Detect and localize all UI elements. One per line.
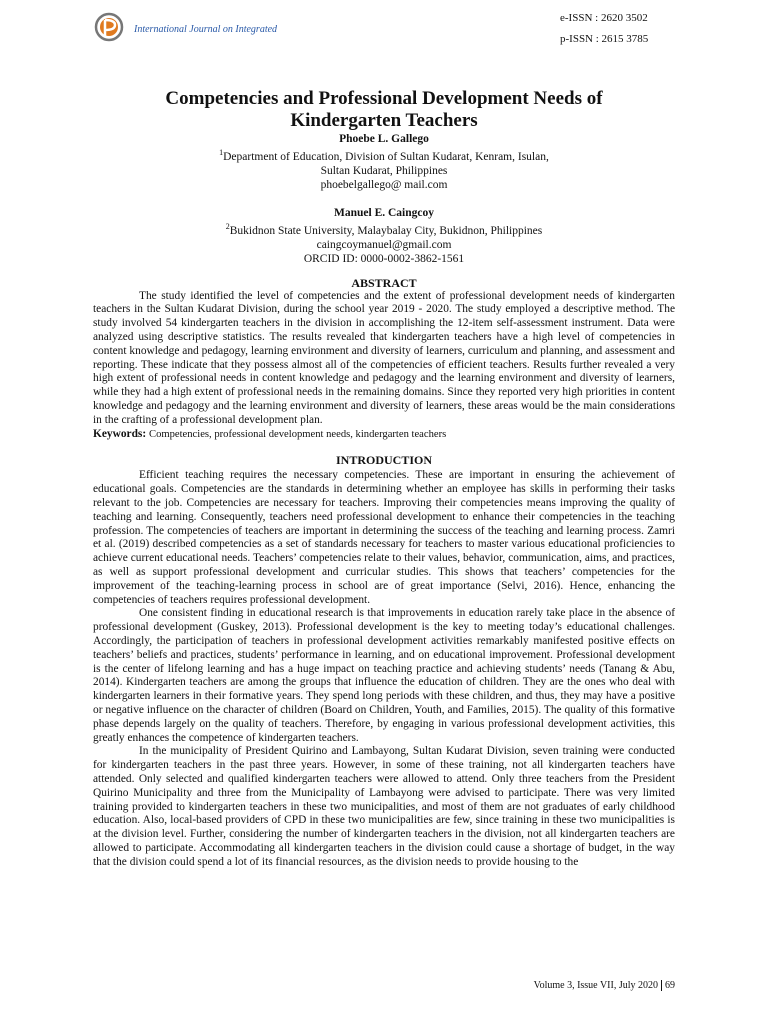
intro-paragraph-3: In the municipality of President Quirino and Lambayong, Sultan Kudarat Division, seven training were conducted for kindergarten teachers in the past three years. However, in some of these training, not all kindergarten teachers have attended. Only selected and qualified kindergarten teachers were allowed to attend. Only three teachers from the President Quirino Municipality and three from the Municipality of Lambayong were advised to participate. There was very limited training provided to kindergarten teachers in these two municipalities, and most of them are not graduates of early childhood education. Also, local-based providers of CPD in these two municipalities are few, since training in these two municipalities is at the division level. Further, considering the number of kindergarten teachers in the division, not all kindergarten teachers are allowed to participate. Accommodating all kindergarten teachers in the division could cause a shortage of budget, in the way that the division could spend a lot of its financial resources, as the division needs to provide housing to the [93, 745, 675, 868]
author-2-email: caingcoymanuel@gmail.com [316, 238, 452, 251]
introduction-heading: INTRODUCTION [335, 453, 432, 468]
title-line-1: Competencies and Professional Development Needs of [165, 88, 603, 109]
paper-content [93, 88, 675, 870]
paper-title [93, 88, 675, 132]
keywords-label: Keywords: [93, 427, 147, 440]
intro-paragraph-1: Efficient teaching requires the necessary competencies. These are important in ensuring the achievement of educational goals. Competencies are the standards in determining whether an employee has skills in performing their tasks relevant to the job. Competencies are necessary for teachers. Improving their competencies means improving the quality of teaching and learning. Consequently, teachers need professional development to enhance their competencies in the teaching profession. The competencies of teachers are important in determining the success of the teaching and learning process. Zamri et al. (2019) described competencies as a set of standards necessary for teachers to master various educational proficiencies to achieve current educational needs. Teachers’ competencies relate to their values, behavior, communication, aims, and practices, as well as support professional development and curricular studies. This shows that teachers’ competencies for the improvement of the teaching-learning process in school are of great importance (Selvi, 2016). Hence, enhancing the competencies of teachers requires professional development. [93, 469, 675, 606]
abstract-text: The study identified the level of competencies and the extent of professional development needs of kindergarten teachers in the Sultan Kudarat Division, during the school year 2019 - 2020. The study employed a descriptive method. The study involved 54 kindergarten teachers in the division in accomplishing the 12-item self-assessment instrument. Data were analyzed using descriptive statistics. The results revealed that kindergarten teachers have a high level of competencies in content knowledge and pedagogy, learning environment and diversity of learners, curriculum and planning, and assessment and reporting. These indicate that they possess almost all of the competencies of efficient teachers. Results further revealed a very high extent of professional needs in content knowledge and pedagogy and the learning environment and diversity of learners, while they had a high extent of professional needs in the remaining domains. Since they reported very high priorities in content knowledge and pedagogy and the learning environment and diversity of learners, these areas would be the main considerations in the crafting of a professional development plan. [93, 289, 675, 426]
keywords [93, 428, 675, 442]
author-1-name: Phoebe L. Gallego [339, 133, 429, 145]
author-2-name: Manuel E. Caingcoy [334, 206, 434, 219]
page-footer [534, 980, 675, 991]
author-2-orcid: ORCID ID: 0000-0002-3862-1561 [303, 252, 465, 265]
author-2-affil: Bukidnon State University, Malaybalay City, Bukidnon, Philippines [229, 224, 543, 237]
keywords-text: Competencies, professional development needs, kindergarten teachers [149, 428, 447, 440]
author-1-email: phoebelgallego@ mail.com [320, 178, 448, 191]
abstract-heading: ABSTRACT [351, 275, 417, 290]
footer-volume: Volume 3, Issue VII, July 2020 [533, 980, 658, 991]
title-line-2: Kindergarten Teachers [290, 110, 478, 131]
intro-paragraph-2: One consistent finding in educational research is that improvements in education rarely take place in the absence of professional development (Guskey, 2013). Professional development is the key to meeting today’s educational challenges. Accordingly, the participation of teachers in professional development activities remarkably manifested positive effects on teachers’ beliefs and practices, students’ performance in learning, and on educational improvement. Professional development is the center of lifelong learning and has a huge impact on teaching practice and achieving students’ needs (Tanang & Abu, 2014). Kindergarten teachers are among the groups that influence the education of children. They are the ones who deal with kindergarten learners in their formative years. They spend long periods with these children, and thus, they may have a positive or negative influence on the character of children (Board on Children, Youth, and Families, 2015). The quality of this formative phase depends largely on the quality of teachers. Therefore, by engaging in various professional development activities, this greatly enhances the competence of kindergarten teachers. [93, 607, 675, 744]
e-issn: e-ISSN : 2620 3502 [560, 12, 648, 24]
journal-name: International Journal on Integrated [134, 24, 278, 35]
author-1-affil-line-1: Department of Education, Division of Sultan Kudarat, Kenram, Isulan, [223, 150, 549, 163]
author-2-sup: 2 [225, 221, 230, 231]
author-2-affiliation [93, 220, 675, 238]
journal-logo-icon [94, 12, 124, 42]
footer-page-number: 69 [665, 980, 675, 991]
author-1-affil-line-2: Sultan Kudarat, Philippines [320, 164, 448, 177]
p-issn: p-ISSN : 2615 3785 [560, 33, 649, 45]
author-1-sup: 1 [219, 148, 224, 157]
author-1-affiliation [93, 146, 675, 164]
